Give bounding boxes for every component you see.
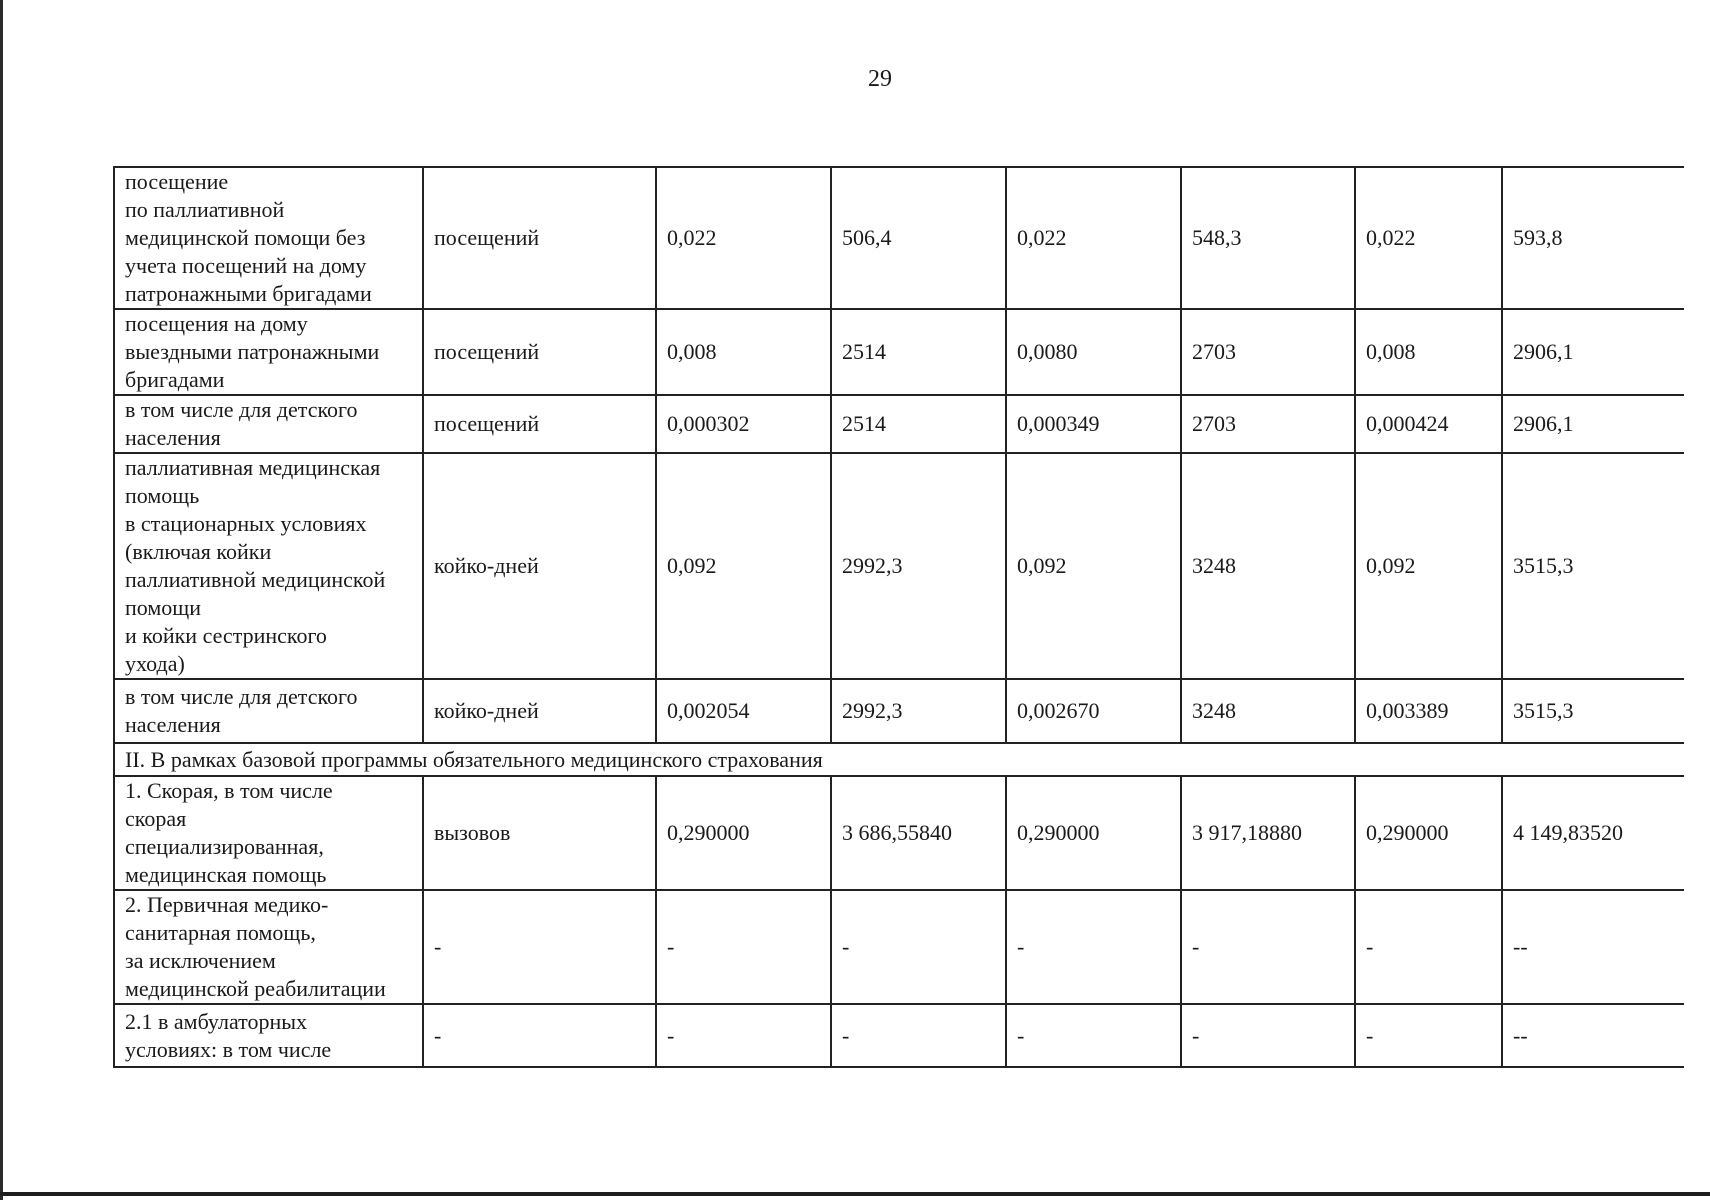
- name-line: помощи: [125, 595, 201, 620]
- value-cell: 506,4: [831, 167, 1006, 309]
- table-row: [114, 776, 1684, 890]
- name-line: 2.1 в амбулаторных: [125, 1008, 308, 1034]
- name-line: ухода): [125, 651, 185, 676]
- name-line: условиях: в том числе: [125, 1036, 332, 1062]
- value-cell: -: [1006, 890, 1181, 1004]
- unit-cell: койко-дней: [423, 679, 656, 743]
- value-cell: 0,008: [656, 309, 831, 395]
- value-cell: 0,022: [1006, 167, 1181, 309]
- value-cell: 3515,3: [1502, 453, 1684, 679]
- value-cell: 2514: [831, 395, 1006, 453]
- name-line: паллиативная медицинская: [125, 455, 381, 480]
- name-line: паллиативной медицинской: [125, 567, 386, 592]
- value-cell: 2992,3: [831, 679, 1006, 743]
- value-cell: 0,290000: [656, 776, 831, 890]
- value-cell: 3 917,18880: [1181, 776, 1355, 890]
- row-name-cell: [114, 167, 423, 309]
- name-line: выездными патронажными: [125, 339, 380, 364]
- table-row: [114, 167, 1684, 309]
- name-line: медицинской реабилитации: [125, 976, 386, 1001]
- value-cell: 0,092: [656, 453, 831, 679]
- name-line: санитарная помощь,: [125, 920, 316, 945]
- value-cell: 3248: [1181, 679, 1355, 743]
- value-cell: 0,0080: [1006, 309, 1181, 395]
- value-cell: 0,000424: [1355, 395, 1502, 453]
- name-line: 1. Скорая, в том числе: [125, 778, 333, 803]
- row-name-cell: [114, 1004, 423, 1067]
- table-row: [114, 395, 1684, 453]
- name-line: патронажными бригадами: [125, 281, 372, 306]
- name-line: специализированная,: [125, 834, 324, 859]
- table-row: [114, 743, 1684, 776]
- name-line: скорая: [125, 806, 187, 831]
- name-line: учета посещений на дому: [125, 253, 367, 278]
- value-cell: -: [831, 1004, 1006, 1067]
- value-cell: 0,000302: [656, 395, 831, 453]
- table-row: [114, 890, 1684, 1004]
- table-row: [114, 453, 1684, 679]
- scan-left-edge: [0, 0, 3, 1200]
- value-cell: -: [656, 890, 831, 1004]
- value-cell: 0,290000: [1355, 776, 1502, 890]
- value-cell: 548,3: [1181, 167, 1355, 309]
- name-line: в том числе для детского: [125, 397, 358, 422]
- value-cell: 4 149,83520: [1502, 776, 1684, 890]
- row-name-cell: [114, 776, 423, 890]
- name-line: посещения на дому: [125, 311, 308, 336]
- value-cell: 0,000349: [1006, 395, 1181, 453]
- table-body: [114, 167, 1684, 1067]
- name-line: в стационарных условиях: [125, 511, 367, 536]
- value-cell: -: [1181, 1004, 1355, 1067]
- value-cell: 2703: [1181, 395, 1355, 453]
- name-line: населения: [125, 712, 221, 737]
- value-cell: 593,8: [1502, 167, 1684, 309]
- data-table: [113, 166, 1684, 1068]
- value-cell: -: [1355, 890, 1502, 1004]
- name-line: за исключением: [125, 948, 276, 973]
- row-name-cell: [114, 453, 423, 679]
- name-line: бригадами: [125, 367, 225, 392]
- table-row: [114, 679, 1684, 743]
- value-cell: -: [656, 1004, 831, 1067]
- value-cell: -: [1355, 1004, 1502, 1067]
- name-line: медицинской помощи без: [125, 225, 366, 250]
- value-cell: 2992,3: [831, 453, 1006, 679]
- value-cell: -: [1181, 890, 1355, 1004]
- value-cell: 2514: [831, 309, 1006, 395]
- value-cell: -: [831, 890, 1006, 1004]
- value-cell: 3515,3: [1502, 679, 1684, 743]
- value-cell: 0,092: [1006, 453, 1181, 679]
- table-row: [114, 1004, 1684, 1067]
- name-line: (включая койки: [125, 539, 272, 564]
- table-row: [114, 309, 1684, 395]
- name-line: посещение: [125, 169, 229, 194]
- value-cell: 0,002670: [1006, 679, 1181, 743]
- unit-cell: посещений: [423, 395, 656, 453]
- value-cell: 2906,1: [1502, 395, 1684, 453]
- row-name-cell: [114, 679, 423, 743]
- value-cell: 0,092: [1355, 453, 1502, 679]
- value-cell: 2906,1: [1502, 309, 1684, 395]
- value-cell: 0,022: [656, 167, 831, 309]
- value-cell: 3248: [1181, 453, 1355, 679]
- name-line: населения: [125, 425, 221, 450]
- row-name-cell: [114, 890, 423, 1004]
- name-line: по паллиативной: [125, 197, 285, 222]
- page-number: 29: [868, 66, 892, 92]
- section-header: II. В рамках базовой программы обязательного медицинского страхования: [114, 743, 1684, 776]
- value-cell: 0,008: [1355, 309, 1502, 395]
- unit-cell: койко-дней: [423, 453, 656, 679]
- value-cell: 0,290000: [1006, 776, 1181, 890]
- value-cell: 0,022: [1355, 167, 1502, 309]
- unit-cell: вызовов: [423, 776, 656, 890]
- unit-cell: -: [423, 890, 656, 1004]
- unit-cell: -: [423, 1004, 656, 1067]
- name-line: 2. Первичная медико-: [125, 892, 329, 917]
- scan-bottom-edge: [0, 1192, 1710, 1196]
- name-line: помощь: [125, 483, 200, 508]
- value-cell: --: [1502, 1004, 1684, 1067]
- value-cell: 0,003389: [1355, 679, 1502, 743]
- value-cell: --: [1502, 890, 1684, 1004]
- value-cell: 2703: [1181, 309, 1355, 395]
- unit-cell: посещений: [423, 309, 656, 395]
- row-name-cell: [114, 395, 423, 453]
- value-cell: -: [1006, 1004, 1181, 1067]
- row-name-cell: [114, 309, 423, 395]
- name-line: медицинская помощь: [125, 862, 327, 887]
- name-line: в том числе для детского: [125, 684, 358, 709]
- unit-cell: посещений: [423, 167, 656, 309]
- value-cell: 0,002054: [656, 679, 831, 743]
- name-line: и койки сестринского: [125, 623, 327, 648]
- value-cell: 3 686,55840: [831, 776, 1006, 890]
